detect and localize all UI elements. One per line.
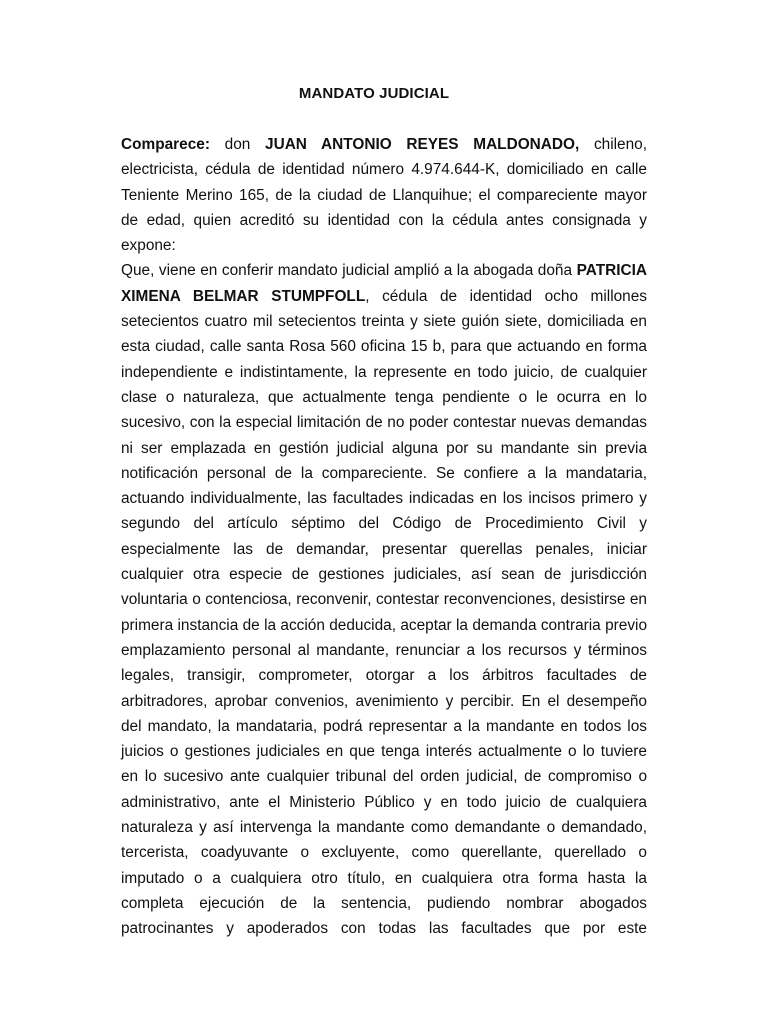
main-text: , cédula de identidad ocho millones setecientos cuatro mil setecientos treinta y siete guión siete, domiciliada en esta ciudad, calle santa Rosa 560 oficina 15 b, para que actuando en forma independiente e indistintamente, la represente en todo juicio, de cualquier clase o naturaleza, que actualmente tenga pendiente o le ocurra en lo sucesivo, con la especial limitación de no poder contestar nuevas demandas ni ser emplazada en gestión judicial alguna por su mandante sin previa notificación personal de la compareciente. Se confiere a la mandataria, actuando individualmente, las facultades indicadas en los incisos primero y segundo del artículo séptimo del Código de Procedimiento Civil y especialmente las de demandar, presentar querellas penales, iniciar cualquier otra especie de gestiones judiciales, así sean de jurisdicción voluntaria o contenciosa, reconvenir, contestar reconvenciones, desistirse en primera instancia de la acción deducida, aceptar la demanda contraria previo emplazamiento personal al mandante, renunciar a los recursos y términos legales, transigir, comprometer, otorgar a los árbitros facultades de arbitradores, aprobar convenios, avenimiento y percibir. En el desempeño del mandato, la mandataria, podrá representar a la mandante en todos los juicios o gestiones judiciales en que tenga interés actualmente o lo tuviere en lo sucesivo ante cualquier tribunal del orden judicial, de compromiso o administrativo, ante el Ministerio Público y en todo juicio de cualquiera naturaleza y así intervenga la mandante como demandante o demandado, tercerista, coadyuvante o excluyente, como querellante, querellado o imputado o a cualquiera otro título, en cualquiera otra forma hasta la completa ejecución de la sentencia, pudiendo nombrar abogados patrocinantes y apoderados con todas las facultades que por este [121,287,647,938]
intro-pre-name: don [209,136,266,153]
compareciente-name: JUAN ANTONIO REYES MALDONADO, [265,136,580,153]
abogada-name: PATRICIA XIMENA BELMAR STUMPFOLL [121,262,647,305]
main-pre-name: Que, viene en conferir mandato judicial amplió a la abogada doña [121,262,577,280]
document-title: MANDATO JUDICIAL [298,85,450,102]
intro-label: Comparece: [121,136,210,153]
intro-text: chileno, electricista, cédula de identidad número 4.974.644-K, domiciliado en calle Teniente Merino 165, de la ciudad de Llanquihue; el compareciente mayor de edad, quien acreditó su identidad con la cédula antes consignada y expone: [121,136,647,255]
main-paragraph [121,258,647,941]
document-body [121,132,647,942]
intro-paragraph [121,132,647,258]
